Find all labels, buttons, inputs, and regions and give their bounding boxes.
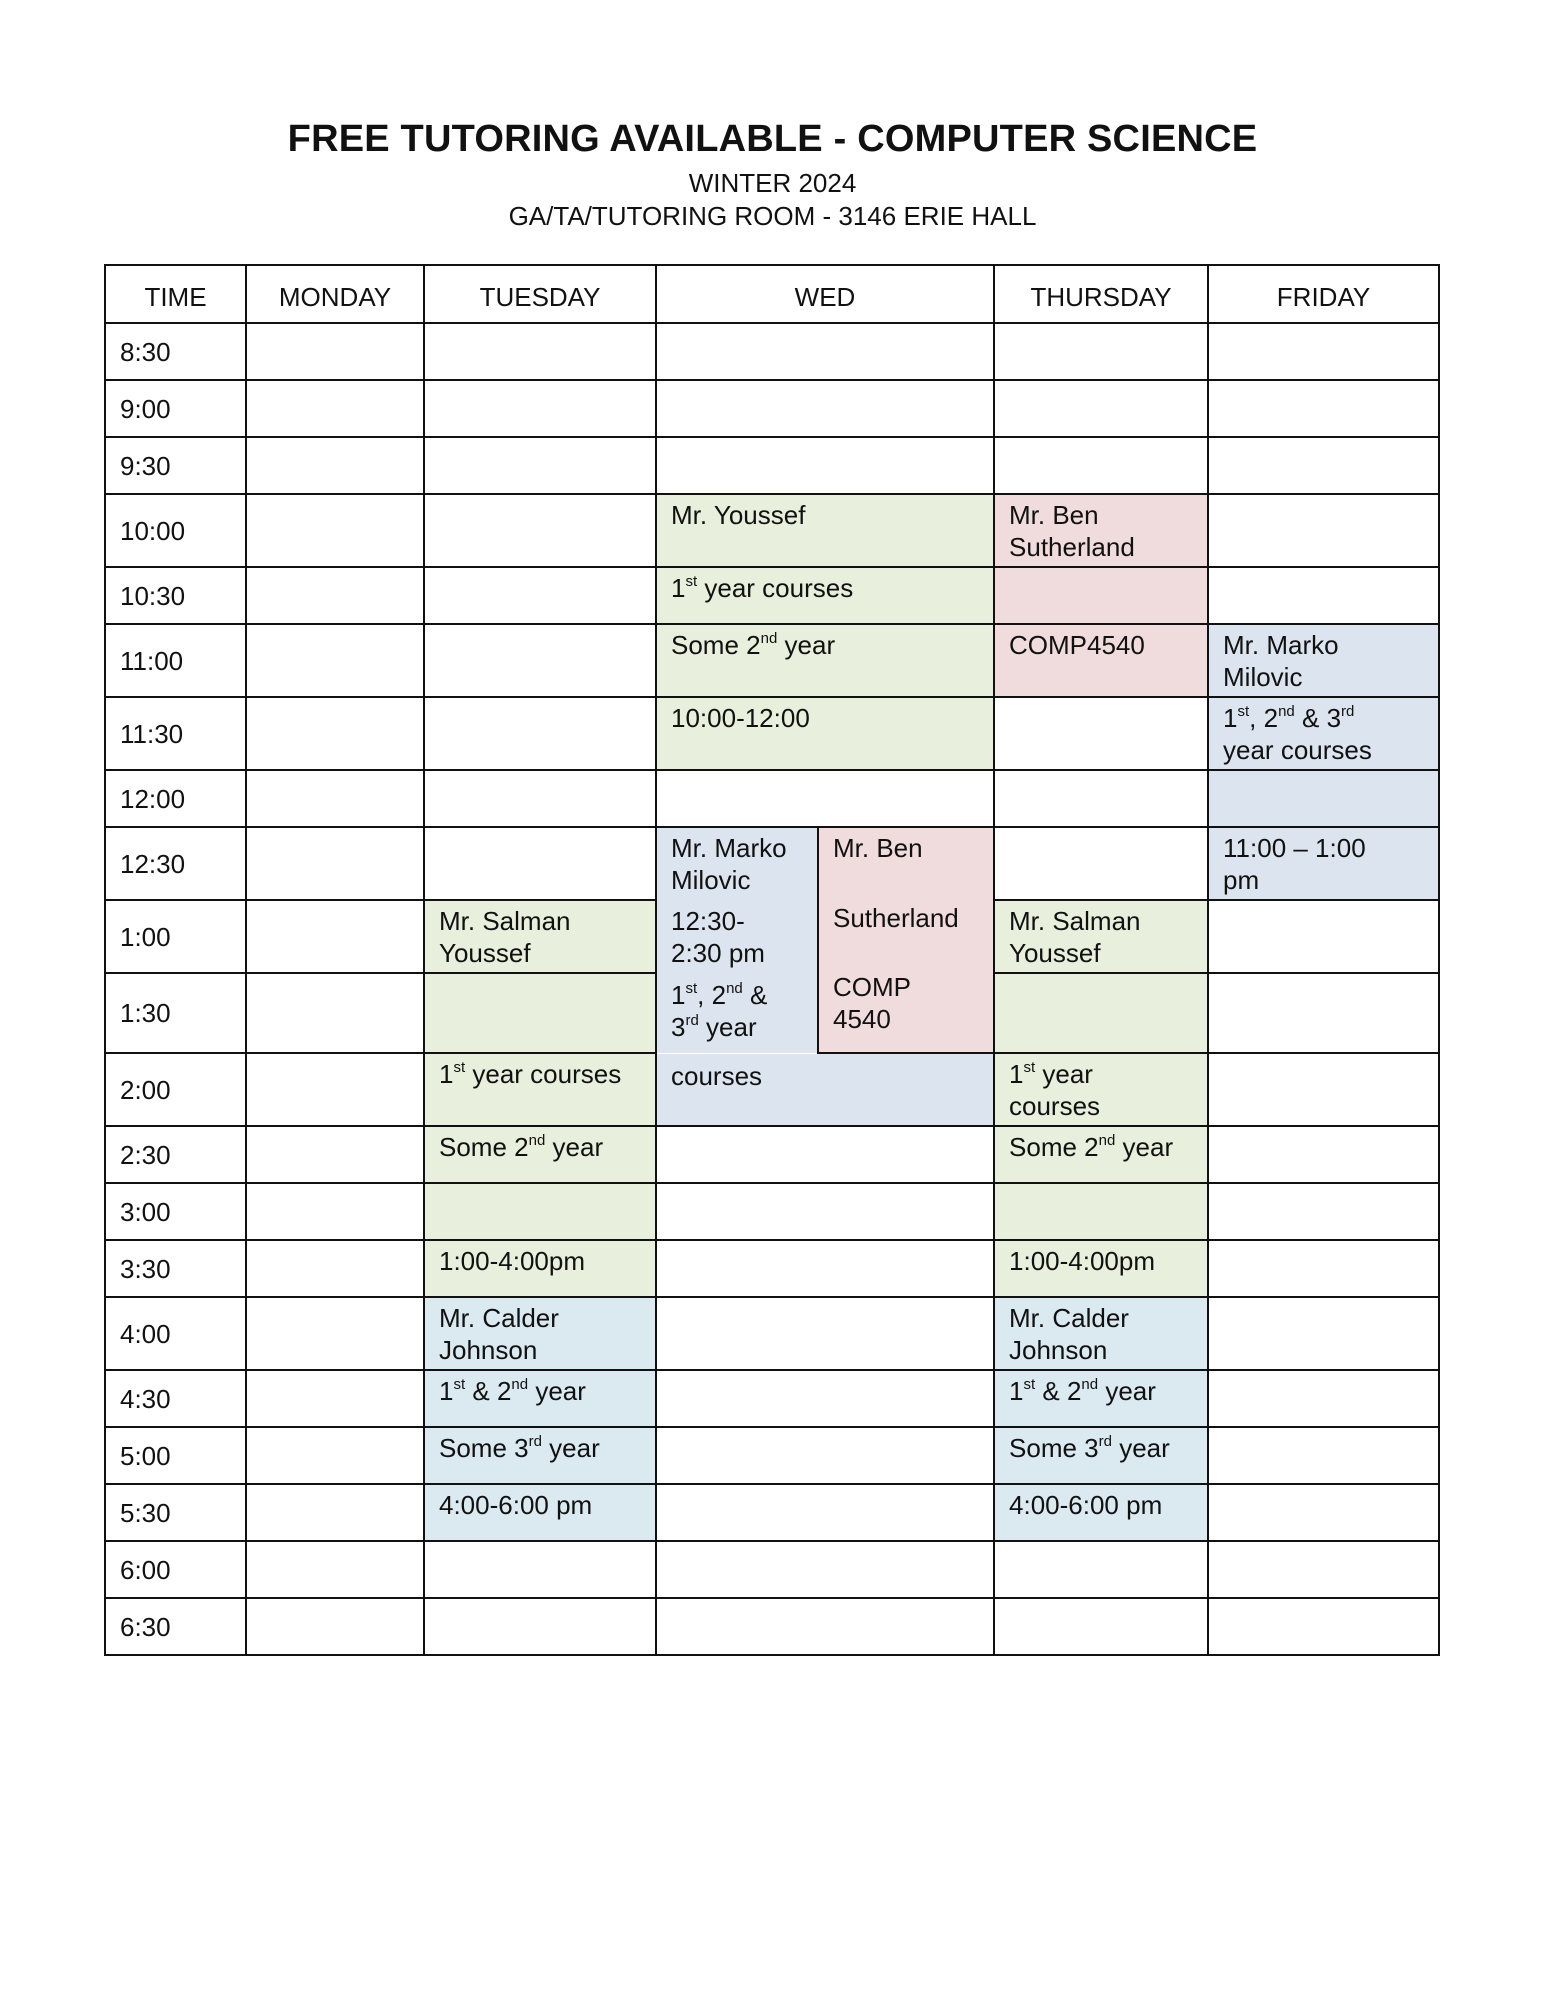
wed-youssef-courses-cell: 1st year courses [656, 567, 994, 624]
empty-cell [1208, 437, 1439, 494]
table-row [105, 380, 1439, 437]
empty-cell [994, 770, 1208, 827]
empty-cell [424, 437, 656, 494]
tue-calder-time-cell: 4:00-6:00 pm [424, 1484, 656, 1541]
empty-cell [656, 380, 994, 437]
empty-cell [1208, 1297, 1439, 1370]
empty-cell [246, 1183, 424, 1240]
empty-cell [1208, 1053, 1439, 1126]
tue-salman-time-cell: 1:00-4:00pm [424, 1240, 656, 1297]
thu-ben-blank-cell [994, 567, 1208, 624]
time-cell: 10:30 [105, 567, 246, 624]
column-header-tuesday: TUESDAY [424, 265, 656, 323]
table-row [105, 1126, 1439, 1183]
thu-calder-third-year-cell: Some 3rd year [994, 1427, 1208, 1484]
empty-cell [1208, 1598, 1439, 1655]
empty-cell [246, 323, 424, 380]
wed-marko-courses-cell: courses [656, 1053, 994, 1126]
empty-cell [246, 1370, 424, 1427]
empty-cell [656, 1297, 994, 1370]
table-row [105, 1240, 1439, 1297]
time-cell: 12:30 [105, 827, 246, 900]
time-cell: 3:00 [105, 1183, 246, 1240]
column-header-time: TIME [105, 265, 246, 323]
time-cell: 11:30 [105, 697, 246, 770]
empty-cell [424, 380, 656, 437]
thu-salman-name-cell: Mr. Salman Youssef [994, 900, 1208, 973]
table-row [105, 624, 1439, 697]
thu-calder-years-cell: 1st & 2nd year [994, 1370, 1208, 1427]
time-cell: 2:00 [105, 1053, 246, 1126]
table-row [105, 1598, 1439, 1655]
empty-cell [246, 624, 424, 697]
fri-marko-courses-cell: 1st, 2nd & 3rd year courses [1208, 697, 1439, 770]
wed-ben-block: Mr. Ben Sutherland COMP 4540 [818, 827, 994, 1053]
tutoring-schedule-table [104, 264, 1440, 1656]
time-cell: 9:30 [105, 437, 246, 494]
empty-cell [1208, 1240, 1439, 1297]
empty-cell [1208, 900, 1439, 973]
table-row [105, 1183, 1439, 1240]
term-subtitle: WINTER 2024 [688, 168, 857, 198]
empty-cell [246, 770, 424, 827]
empty-cell [656, 1183, 994, 1240]
tue-salman-second-year-cell: Some 2nd year [424, 1126, 656, 1183]
column-header-thursday: THURSDAY [994, 265, 1208, 323]
empty-cell [424, 697, 656, 770]
tue-salman-blank-cell [424, 1183, 656, 1240]
empty-cell [994, 697, 1208, 770]
empty-cell [1208, 1541, 1439, 1598]
table-row [105, 1370, 1439, 1427]
empty-cell [1208, 323, 1439, 380]
time-cell: 4:00 [105, 1297, 246, 1370]
thu-ben-course-cell: COMP4540 [994, 624, 1208, 697]
empty-cell [246, 973, 424, 1053]
fri-marko-time-cell: 11:00 – 1:00 pm [1208, 827, 1439, 900]
time-cell: 10:00 [105, 494, 246, 567]
empty-cell [656, 1427, 994, 1484]
empty-cell [656, 770, 994, 827]
table-row [105, 1297, 1439, 1370]
empty-cell [1208, 1484, 1439, 1541]
tue-salman-name-cell: Mr. Salman Youssef [424, 900, 656, 973]
empty-cell [424, 323, 656, 380]
page-title: FREE TUTORING AVAILABLE - COMPUTER SCIENCE [287, 118, 1258, 160]
table-row [105, 770, 1439, 827]
empty-cell [1208, 567, 1439, 624]
empty-cell [994, 1598, 1208, 1655]
thu-salman-blank-cell [994, 1183, 1208, 1240]
empty-cell [1208, 1126, 1439, 1183]
empty-cell [1208, 1370, 1439, 1427]
time-cell: 9:00 [105, 380, 246, 437]
column-header-wed: WED [656, 265, 994, 323]
table-row [105, 494, 1439, 567]
empty-cell [656, 1126, 994, 1183]
wed-marko-block: Mr. Marko Milovic 12:30- 2:30 pm 1st, 2nd & 3rd year [656, 827, 818, 1053]
empty-cell [424, 624, 656, 697]
thu-ben-name-cell: Mr. Ben Sutherland [994, 494, 1208, 567]
header-row [105, 265, 1439, 323]
thu-salman-blank-cell [994, 973, 1208, 1053]
thu-calder-name-cell: Mr. Calder Johnson [994, 1297, 1208, 1370]
empty-cell [1208, 1183, 1439, 1240]
time-cell: 3:30 [105, 1240, 246, 1297]
empty-cell [246, 1240, 424, 1297]
empty-cell [246, 1297, 424, 1370]
time-cell: 8:30 [105, 323, 246, 380]
table-row [105, 827, 1439, 900]
empty-cell [656, 1598, 994, 1655]
empty-cell [994, 1541, 1208, 1598]
time-cell: 12:00 [105, 770, 246, 827]
thu-salman-second-year-cell: Some 2nd year [994, 1126, 1208, 1183]
empty-cell [1208, 973, 1439, 1053]
wed-youssef-name-cell: Mr. Youssef [656, 494, 994, 567]
table-row [105, 697, 1439, 770]
time-cell: 2:30 [105, 1126, 246, 1183]
tue-salman-courses-cell: 1st year courses [424, 1053, 656, 1126]
time-cell: 6:00 [105, 1541, 246, 1598]
wed-youssef-time-cell: 10:00-12:00 [656, 697, 994, 770]
column-header-friday: FRIDAY [1208, 265, 1439, 323]
empty-cell [246, 697, 424, 770]
empty-cell [1208, 1427, 1439, 1484]
empty-cell [246, 1484, 424, 1541]
empty-cell [656, 437, 994, 494]
fri-marko-blank-cell [1208, 770, 1439, 827]
table-row [105, 1484, 1439, 1541]
time-cell: 4:30 [105, 1370, 246, 1427]
empty-cell [994, 437, 1208, 494]
time-cell: 5:00 [105, 1427, 246, 1484]
empty-cell [1208, 494, 1439, 567]
empty-cell [246, 827, 424, 900]
tue-calder-third-year-cell: Some 3rd year [424, 1427, 656, 1484]
empty-cell [994, 323, 1208, 380]
time-cell: 1:00 [105, 900, 246, 973]
empty-cell [994, 827, 1208, 900]
tue-calder-years-cell: 1st & 2nd year [424, 1370, 656, 1427]
empty-cell [424, 1598, 656, 1655]
empty-cell [424, 494, 656, 567]
empty-cell [246, 567, 424, 624]
thu-salman-time-cell: 1:00-4:00pm [994, 1240, 1208, 1297]
thu-salman-courses-cell: 1st year courses [994, 1053, 1208, 1126]
empty-cell [246, 900, 424, 973]
empty-cell [246, 1427, 424, 1484]
time-cell: 6:30 [105, 1598, 246, 1655]
tue-calder-name-cell: Mr. Calder Johnson [424, 1297, 656, 1370]
wed-youssef-second-year-cell: Some 2nd year [656, 624, 994, 697]
empty-cell [424, 770, 656, 827]
thu-calder-time-cell: 4:00-6:00 pm [994, 1484, 1208, 1541]
time-cell: 5:30 [105, 1484, 246, 1541]
empty-cell [246, 437, 424, 494]
table-row [105, 323, 1439, 380]
column-header-monday: MONDAY [246, 265, 424, 323]
table-row [105, 437, 1439, 494]
empty-cell [424, 567, 656, 624]
fri-marko-name-cell: Mr. Marko Milovic [1208, 624, 1439, 697]
empty-cell [994, 380, 1208, 437]
table-row [105, 1541, 1439, 1598]
empty-cell [656, 1541, 994, 1598]
empty-cell [1208, 380, 1439, 437]
empty-cell [424, 827, 656, 900]
empty-cell [424, 1541, 656, 1598]
empty-cell [656, 1370, 994, 1427]
empty-cell [246, 1598, 424, 1655]
time-cell: 1:30 [105, 973, 246, 1053]
empty-cell [246, 380, 424, 437]
empty-cell [246, 1053, 424, 1126]
empty-cell [246, 1541, 424, 1598]
empty-cell [246, 1126, 424, 1183]
time-cell: 11:00 [105, 624, 246, 697]
table-row [105, 1053, 1439, 1126]
empty-cell [656, 323, 994, 380]
empty-cell [246, 494, 424, 567]
empty-cell [656, 1484, 994, 1541]
room-subtitle: GA/TA/TUTORING ROOM - 3146 ERIE HALL [508, 201, 1037, 231]
empty-cell [656, 1240, 994, 1297]
tue-salman-blank-cell [424, 973, 656, 1053]
table-row [105, 1427, 1439, 1484]
table-row [105, 567, 1439, 624]
